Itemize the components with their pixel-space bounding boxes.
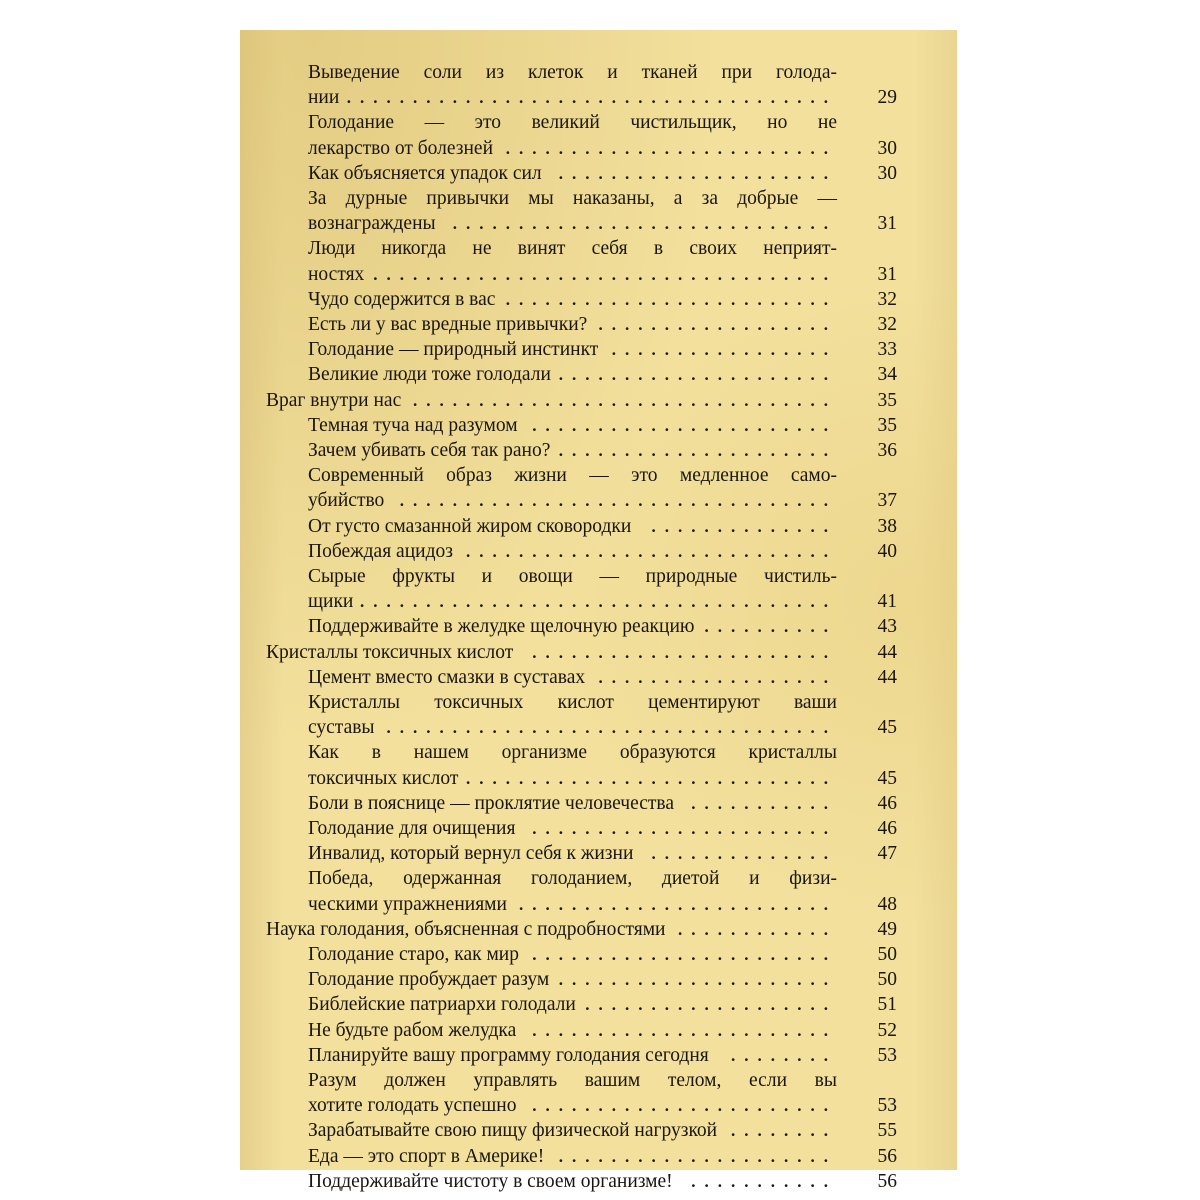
- toc-entry-title: Как в нашем организме образуются кристаллы: [308, 742, 837, 764]
- toc-entry-line: [240, 287, 957, 312]
- toc-page-number: 35: [877, 414, 897, 436]
- toc-entry-title: Кристаллы токсичных кислот: [266, 641, 514, 663]
- toc-page-number: 30: [877, 162, 897, 184]
- toc-entry-title: Голодание пробуждает разум: [308, 969, 550, 991]
- dot-leader: .................................: [399, 491, 837, 511]
- dot-leader: ............: [678, 919, 837, 939]
- dot-leader: ...........: [691, 793, 837, 813]
- toc-page-number: 49: [877, 918, 897, 940]
- dot-leader: .......................: [532, 1020, 837, 1040]
- toc-page-number: 53: [877, 1044, 897, 1066]
- dot-leader: ..................: [598, 315, 837, 334]
- toc-entry-title: вознаграждены: [308, 213, 436, 235]
- toc-page-number: 40: [877, 540, 897, 562]
- toc-entry-line: [240, 110, 957, 135]
- toc-entry-line: [240, 60, 957, 85]
- toc-entry-line: [240, 614, 957, 639]
- toc-entry-line: [240, 312, 957, 337]
- toc-entry-line: [240, 967, 957, 992]
- book-page: [240, 30, 957, 1192]
- toc-entry-line: [240, 942, 957, 967]
- dot-leader: ........................: [519, 894, 837, 914]
- dot-leader: ............................: [466, 541, 837, 561]
- toc-entry-title: хотите голодать успешно: [308, 1095, 517, 1117]
- dot-leader: ............................: [466, 768, 837, 788]
- dot-leader: .......................: [532, 1096, 837, 1116]
- dot-leader: ...................................: [373, 264, 837, 284]
- toc-entry-title: Побеждая ацидоз: [308, 540, 453, 562]
- toc-entry-line: [240, 791, 957, 816]
- toc-page-number: 46: [877, 792, 897, 814]
- toc-page-number: 35: [877, 389, 897, 411]
- toc-page-number: 33: [877, 339, 897, 361]
- dot-leader: ..........: [704, 617, 837, 637]
- dot-leader: .....................: [558, 441, 837, 460]
- toc-entry-line: [240, 186, 957, 211]
- toc-entry-title: Темная туча над разумом: [308, 414, 518, 436]
- toc-entry-line: [240, 236, 957, 261]
- toc-page-number: 31: [877, 263, 897, 285]
- dot-leader: .......................: [532, 642, 837, 662]
- toc-entry-line: [240, 211, 957, 236]
- toc-entry-line: [240, 1144, 957, 1169]
- toc-page-number: 50: [877, 944, 897, 965]
- dot-leader: ................................: [413, 390, 837, 410]
- toc-entry-line: [240, 816, 957, 841]
- toc-entry-title: Кристаллы токсичных кислот цементируют ваши: [308, 692, 837, 713]
- toc-entry-line: [240, 841, 957, 866]
- toc-page-number: 53: [877, 1095, 897, 1117]
- toc-entry-title: Голодание — это великий чистильщик, но не: [308, 112, 837, 134]
- toc-entry-title: Наука голодания, объясненная с подробностями: [266, 918, 666, 940]
- toc-entry-title: Не будьте рабом желудка: [308, 1019, 517, 1041]
- toc-page-number: 44: [877, 666, 897, 688]
- dot-leader: ...................: [585, 995, 837, 1015]
- toc-entry-title: Победа, одержанная голоданием, диетой и физи-: [308, 868, 837, 890]
- toc-entry-line: [240, 1093, 957, 1118]
- toc-entry-title: Поддерживайте чистоту в своем организме!: [308, 1170, 673, 1192]
- toc-entry-line: [240, 1018, 957, 1043]
- toc-page-number: 45: [877, 717, 897, 739]
- toc-entry-title: Выведение соли из клеток и тканей при голода-: [308, 62, 837, 83]
- toc-entry-line: [240, 488, 957, 513]
- toc-entry-line: [240, 715, 957, 740]
- toc-entry-title: Современный образ жизни — это медленное само-: [308, 465, 837, 487]
- toc-entry-line: [240, 690, 957, 715]
- dot-leader: .........................: [505, 289, 837, 309]
- dot-leader: .......................: [532, 415, 837, 435]
- toc-entry-title: Чудо содержится в вас: [308, 288, 496, 310]
- toc-entry-line: [240, 1169, 957, 1194]
- toc-entry-line: [240, 463, 957, 488]
- toc-entry-title: ческими упражнениями: [308, 893, 507, 915]
- toc-entry-line: [240, 85, 957, 110]
- toc-entry-title: ностях: [308, 263, 365, 285]
- toc-entry-title: Великие люди тоже голодали: [308, 364, 551, 386]
- toc-chapter-line: [240, 640, 957, 665]
- toc-entry-title: токсичных кислот: [308, 767, 459, 789]
- toc-page-number: 45: [877, 767, 897, 789]
- toc-entry-line: [240, 262, 957, 287]
- dot-leader: .....................................: [346, 88, 837, 108]
- toc-page-number: 46: [877, 818, 897, 839]
- toc-page-number: 30: [877, 137, 897, 159]
- toc-entry-title: Люди никогда не винят себя в своих неприят-: [308, 238, 837, 260]
- toc-entry-line: [240, 438, 957, 463]
- toc-entry-line: [240, 514, 957, 539]
- toc-entry-title: От густо смазанной жиром сковородки: [308, 515, 632, 537]
- toc-entry-title: Поддерживайте в желудке щелочную реакцию: [308, 616, 695, 638]
- dot-leader: .......................: [532, 945, 837, 964]
- toc-page-number: 36: [877, 440, 897, 461]
- toc-page-number: 32: [877, 314, 897, 335]
- toc-entry-title: Разум должен управлять вашим телом, если вы: [308, 1070, 837, 1091]
- toc-page-number: 55: [877, 1120, 897, 1142]
- toc-entry-title: За дурные привычки мы наказаны, а за добрые —: [308, 188, 837, 209]
- dot-leader: ....................................: [360, 592, 837, 612]
- toc-page-number: 41: [877, 591, 897, 613]
- toc-entry-line: [240, 892, 957, 917]
- toc-page-number: 50: [877, 969, 897, 991]
- toc-page-number: 43: [877, 616, 897, 638]
- toc-page-number: 32: [877, 288, 897, 310]
- toc-entry-line: [240, 413, 957, 438]
- toc-entry-line: [240, 337, 957, 362]
- toc-page-number: 56: [877, 1145, 897, 1167]
- toc-entry-title: Есть ли у вас вредные привычки?: [308, 314, 588, 335]
- toc-entry-line: [240, 161, 957, 186]
- toc-entry-line: [240, 564, 957, 589]
- dot-leader: .......................: [532, 819, 837, 838]
- toc-entry-line: [240, 766, 957, 791]
- toc-entry-title: Голодание для очищения: [308, 818, 516, 839]
- toc-page-number: 47: [877, 843, 897, 865]
- toc-entry-line: [240, 136, 957, 161]
- toc-entry-line: [240, 992, 957, 1017]
- toc-entry-line: [240, 866, 957, 891]
- dot-leader: .....................: [558, 1146, 837, 1166]
- toc-entry-title: Голодание старо, как мир: [308, 944, 519, 965]
- toc-entry-line: [240, 539, 957, 564]
- toc-entry-title: Голодание — природный инстинкт: [308, 339, 599, 361]
- toc-chapter-line: [240, 917, 957, 942]
- toc-entry-title: убийство: [308, 490, 385, 512]
- toc-entry-line: [240, 1043, 957, 1068]
- toc-page-number: 37: [877, 490, 897, 512]
- toc-chapter-line: [240, 388, 957, 413]
- dot-leader: ........: [731, 1045, 837, 1065]
- dot-leader: .........................: [505, 138, 837, 158]
- toc-page-number: 44: [877, 641, 897, 663]
- dot-leader: ...........: [691, 1171, 837, 1191]
- toc-page-number: 48: [877, 893, 897, 915]
- toc-page-number: 31: [877, 213, 897, 235]
- dot-leader: ..................................: [386, 718, 837, 738]
- toc-entry-title: Библейские патриархи голодали: [308, 994, 576, 1016]
- toc-entry-title: Боли в пояснице — проклятие человечества: [308, 792, 674, 814]
- toc-entry-title: Как объясняется упадок сил: [308, 162, 542, 184]
- toc-entry-title: Планируйте вашу программу голодания сегодня: [308, 1044, 709, 1066]
- toc-page-number: 52: [877, 1019, 897, 1041]
- toc-entry-line: [240, 1118, 957, 1143]
- dot-leader: .............................: [452, 214, 837, 234]
- toc-entry-title: лекарство от болезней: [308, 137, 494, 159]
- toc-entry-title: Зарабатывайте свою пищу физической нагрузкой: [308, 1120, 718, 1142]
- toc-entry-line: [240, 1068, 957, 1093]
- dot-leader: .....................: [558, 970, 837, 990]
- toc-page-number: 51: [877, 994, 897, 1016]
- toc-entry-line: [240, 740, 957, 765]
- toc-entry-title: Зачем убивать себя так рано?: [308, 440, 551, 461]
- dot-leader: .....................: [558, 163, 837, 183]
- toc-page-number: 38: [877, 515, 897, 537]
- toc-page-number: 56: [877, 1170, 897, 1192]
- toc-page-number: 29: [877, 87, 897, 109]
- dot-leader: ..............: [651, 844, 837, 864]
- dot-leader: ........: [731, 1121, 837, 1141]
- toc-page-number: 34: [877, 364, 897, 386]
- dot-leader: .................: [611, 340, 837, 360]
- toc-entry-title: нии: [308, 87, 340, 109]
- toc-entry-title: Сырые фрукты и овощи — природные чистиль-: [308, 566, 837, 587]
- dot-leader: .....................: [558, 365, 837, 385]
- toc-entry-line: [240, 362, 957, 387]
- dot-leader: ..............: [651, 516, 837, 536]
- dot-leader: ..................: [598, 667, 837, 687]
- toc-entry-line: [240, 589, 957, 614]
- toc-entry-line: [240, 665, 957, 690]
- toc-entry-title: Цемент вместо смазки в суставах: [308, 666, 586, 688]
- toc-entry-title: щики: [308, 591, 354, 613]
- toc-entry-title: суставы: [308, 717, 375, 739]
- toc-entry-title: Еда — это спорт в Америке!: [308, 1145, 545, 1167]
- toc-entry-title: Враг внутри нас: [266, 389, 402, 411]
- toc-entry-title: Инвалид, который вернул себя к жизни: [308, 843, 634, 865]
